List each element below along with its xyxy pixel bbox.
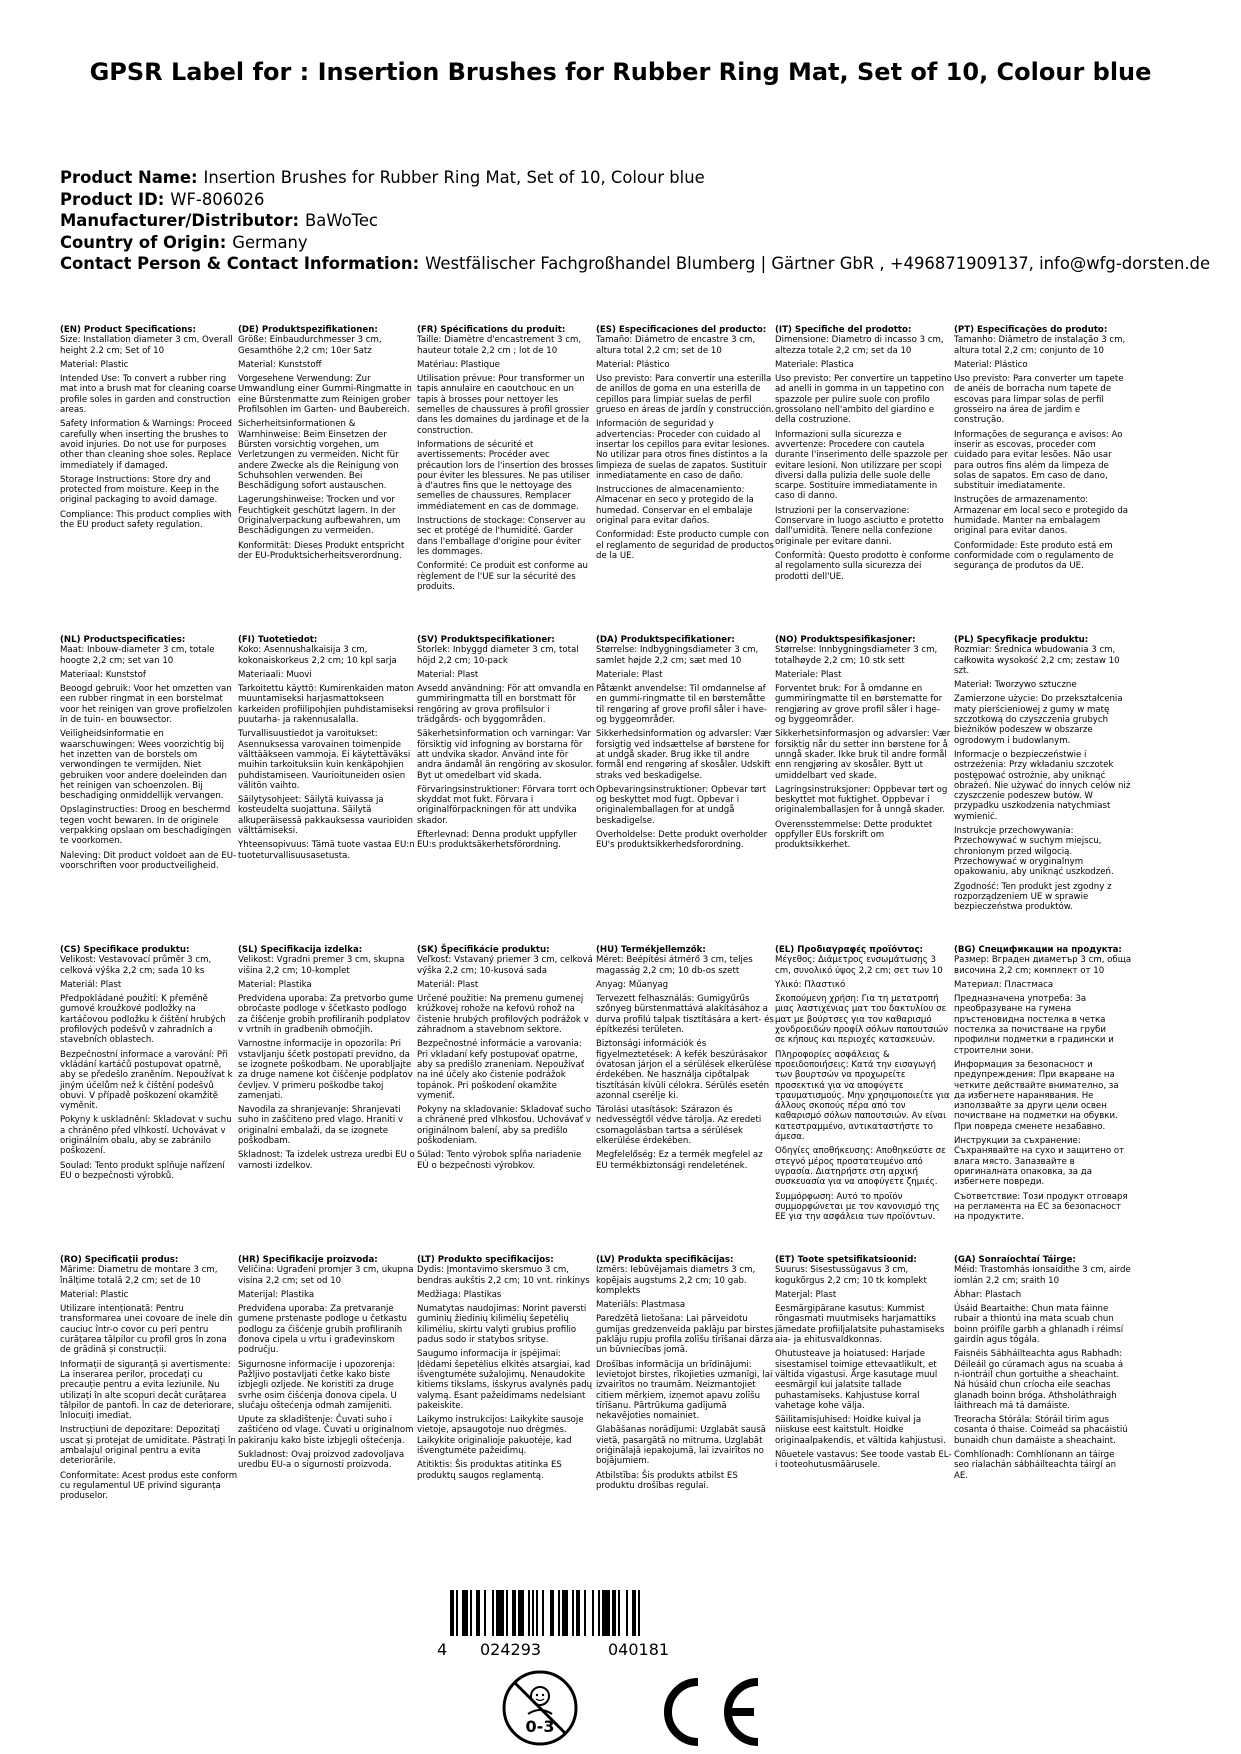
- spec-line: Rozmiar: Średnica wbudowania 3 cm, całkowita wysokość 2,2 cm; zestaw 10 szt.: [954, 645, 1120, 676]
- spec-row: [60, 1255, 1241, 1550]
- spec-line: Instructions de stockage: Conserver au sec et protégé de l'humidité. Garder dans l'emballage d'origine pour éviter les dommages.: [417, 516, 586, 557]
- barcode-bar: [528, 1590, 530, 1636]
- spec-block: [417, 635, 595, 855]
- spec-line: Utilizare intenționată: Pentru transformarea unei covoare de inele din cauciuc într-o covor cu peri pentru curățarea tălpilor cu profil gros în zona de grădină și construcții.: [60, 1304, 233, 1356]
- spec-line: Σκοπούμενη χρήση: Για τη μετατροπή μιας λαστιχένιας ματ του δακτυλίου σε ματ με βούρτσες για τον καθαρισμό χονδροειδών προφίλ σόλων παπουτσιών σε κήπους και περιοχές κατασκευών.: [775, 994, 949, 1046]
- spec-line: Taille: Diamètre d'encastrement 3 cm, hauteur totale 2,2 cm ; lot de 10: [417, 335, 582, 356]
- spec-line: Predvidena uporaba: Za pretvorbo gume obročaste podloge v ščetkasto podlogo za čiščenje grobih profiliranih podplatov v vrtnih in gradbenih območjih.: [238, 994, 414, 1036]
- spec-block: [238, 635, 416, 865]
- spec-block: [596, 945, 774, 1175]
- spec-block: [596, 325, 774, 565]
- spec-line: Medžiaga: Plastikas: [417, 1289, 502, 1300]
- spec-block: [954, 635, 1132, 916]
- spec-line: Mărime: Diametru de montare 3 cm, înălțime totală 2,2 cm; set de 10: [60, 1265, 218, 1286]
- page-title: GPSR Label for : Insertion Brushes for Rubber Ring Mat, Set of 10, Colour blue: [89, 58, 1152, 86]
- barcode-bar: [532, 1590, 534, 1636]
- spec-line: Μέγεθος: Διάμετρος ενσωμάτωσης 3 cm, συνολικό ύψος 2,2 cm; σετ των 10: [775, 955, 943, 976]
- spec-line: Ohutusteave ja hoiatused: Harjade sisestamisel toimige ettevaatlikult, et vältida vigastusi. Ärge kasutage muul eesmärgil kui jalatsite tallade puhastamiseks. Kahjustuse korral vahetage kohe välja.: [775, 1349, 938, 1411]
- barcode-bar: [592, 1590, 594, 1636]
- spec-line: Veľkosť: Vstavaný priemer 3 cm, celková výška 2,2 cm; 10-kusová sada: [417, 955, 593, 976]
- barcode-bar: [618, 1590, 620, 1636]
- barcode-bar: [496, 1590, 504, 1636]
- spec-line: Größe: Einbaudurchmesser 3 cm, Gesamthöhe 2,2 cm; 10er Satz: [238, 335, 382, 356]
- spec-line: Størrelse: Indbygningsdiameter 3 cm, samlet højde 2,2 cm; sæt med 10: [596, 645, 759, 666]
- spec-line: Materiāls: Plastmasa: [596, 1300, 686, 1311]
- spec-line: Tamanho: Diâmetro de instalação 3 cm, altura total 2,2 cm; conjunto de 10: [954, 335, 1126, 356]
- spec-line: Material: Plast: [417, 669, 479, 680]
- barcode-bar: [626, 1590, 628, 1636]
- spec-line: Efterlevnad: Denna produkt uppfyller EU:s produktsäkerhetsförordning.: [417, 830, 577, 851]
- spec-heading: (PL) Specyfikacje produktu:: [954, 635, 1089, 645]
- barcode-bar: [612, 1590, 616, 1636]
- barcode-digit-lead: 4: [437, 1640, 448, 1659]
- spec-line: Materiale: Plastica: [775, 359, 854, 370]
- spec-line: Οδηγίες αποθήκευσης: Αποθηκεύστε σε στεγνό μέρος προστατευμένο από υγρασία. Διατηρήστε στη αρχική συσκευασία για να αποφύγετε ζημιές.: [775, 1146, 946, 1188]
- spec-line: Material: Plastic: [60, 359, 129, 370]
- svg-text:0-3: 0-3: [525, 1717, 555, 1736]
- barcode-bar: [518, 1590, 524, 1636]
- product-id-row: Product ID: WF-806026: [60, 189, 265, 209]
- spec-line: Förvaringsinstruktioner: Förvara torrt och skyddat mot fukt. Förvara i originalförpackningen för att undvika skador.: [417, 784, 595, 826]
- product-name-row: Product Name: Insertion Brushes for Rubber Ring Mat, Set of 10, Colour blue: [60, 168, 705, 187]
- spec-line: Méret: Beépítési átmérő 3 cm, teljes magasság 2,2 cm; 10 db-os szett: [596, 955, 753, 976]
- spec-block: [60, 1255, 238, 1506]
- spec-line: Vorgesehene Verwendung: Zur Umwandlung einer Gummi-Ringmatte in eine Bürstenmatte zum Reinigen grober Profilsohlen im Garten- und Baubereich.: [238, 374, 412, 416]
- spec-line: Πληροφορίες ασφάλειας & προειδοποιήσεις: Κατά την εισαγωγή των βουρτσών να προχωρείτε προσεκτικά για να αποφύγετε τραυματισμούς. Μην χρησιμοποιείτε για άλλους σκοπούς πέρα από τον καθαρισμό σόλων παπουτσιών. Αν είναι κατεστραμμένο, αντικαταστήστε το άμεσα.: [775, 1049, 950, 1143]
- spec-line: Saugumo informacija ir įspėjimai: Įdėdami šepetėlius elkitės atsargiai, kad išvengtumėte sužalojimų. Nenaudokite kitiems tikslams, išskyrus avalynės padų valymą. Esant pažeidimams nedelsiant pakeiskite.: [417, 1349, 593, 1411]
- spec-heading: (SV) Produktspecifikationer:: [417, 635, 555, 645]
- country-row: Country of Origin: Germany: [60, 232, 308, 252]
- spec-line: Säilitamisjuhised: Hoidke kuival ja niiskuse eest kaitstult. Hoidke originaalpakendis, et vältida kahjustusi.: [775, 1415, 946, 1446]
- spec-block: [238, 945, 416, 1175]
- spec-line: Ábhar: Plastach: [954, 1289, 1022, 1300]
- barcode-bar: [512, 1590, 516, 1636]
- spec-line: Tárolási utasítások: Szárazon és nedvességtől védve tárolja. Az eredeti csomagolásban tartsa a sérülések elkerülése érdekében.: [596, 1105, 762, 1147]
- spec-line: Úsáid Beartaithe: Chun mata fáinne rubair a thiontú ina mata scuab chun boinn próifíle garbh a ghlanadh i réimsí gairdín agus tógála.: [954, 1304, 1124, 1346]
- spec-line: Informações de segurança e avisos: Ao inserir as escovas, proceder com cuidado para evitar lesões. Não usar para outros fins além da limpeza de solas de sapatos. Em caso de dano, substituir imediatamente.: [954, 429, 1123, 492]
- spec-line: Conformitate: Acest produs este conform cu regulamentul UE privind siguranța produselor.: [60, 1470, 238, 1502]
- spec-block: [60, 945, 238, 1185]
- spec-heading: (ES) Especificaciones del producto:: [596, 325, 767, 335]
- spec-line: Предназначена употреба: За преобразуване на гумена пръстеновидна постелка в четка постелка за почистване на груби профилни подметки в градински и строителни зони.: [954, 994, 1114, 1056]
- spec-line: Paredzētā lietošana: Lai pārveidotu gumijas gredzenveida paklāju par birstes paklāju rupju profila zolīšu tīrīšanai dārza un būvniecības jomā.: [596, 1314, 774, 1356]
- spec-line: Υλικό: Πλαστικό: [775, 979, 846, 990]
- spec-line: Naleving: Dit product voldoet aan de EU-voorschriften voor productveiligheid.: [60, 850, 237, 871]
- spec-line: Compliance: This product complies with the EU product safety regulation.: [60, 509, 232, 531]
- spec-line: Beoogd gebruik: Voor het omzetten van een rubber ringmat in een borstelmat voor het reinigen van grove profielzolen in de tuin- en bouwsector.: [60, 684, 233, 726]
- spec-block: [775, 325, 953, 586]
- manufacturer-row: Manufacturer/Distributor: BaWoTec: [60, 211, 378, 231]
- barcode-bar: [476, 1590, 480, 1636]
- spec-line: Informations de sécurité et avertissements: Procéder avec précaution lors de l'insertion des brosses pour éviter les blessures. Ne pas utiliser à d'autres fins que le nettoyage des semelles de chaussures. Remplacer immédiatement en cas de dommage.: [417, 439, 594, 512]
- spec-line: Materiál: Plast: [417, 979, 479, 990]
- barcode-digits-right: 040181: [608, 1640, 670, 1659]
- spec-line: Uso previsto: Para converter um tapete de anéis de borracha num tapete de escovas para limpar solas de perfil grosseiro na área de jardim e construção.: [954, 374, 1124, 426]
- spec-block: [596, 1255, 774, 1495]
- spec-line: Informazioni sulla sicurezza e avvertenze: Procedere con cautela durante l'inserimento delle spazzole per evitare lesioni. Non utilizzare per scopi diversi dalla pulizia delle suole delle scarpe. Sostituire immediatamente in caso di danno.: [775, 429, 948, 502]
- spec-block: [775, 945, 953, 1226]
- spec-block: [60, 325, 238, 534]
- spec-line: Uso previsto: Per convertire un tappetino ad anelli in gomma in un tappetino con spazzole per pulire suole con profilo grossolano nell'ambito del giardino e della costruzione.: [775, 374, 952, 426]
- spec-line: Conformité: Ce produit est conforme au règlement de l'UE sur la sécurité des produits.: [417, 561, 588, 592]
- spec-line: Инструкции за съхранение: Съхранявайте на сухо и защитено от влага място. Запазвайте в оригиналната опаковка, за да избегнете повреди.: [954, 1136, 1125, 1188]
- spec-block: [954, 325, 1132, 576]
- spec-block: [954, 945, 1132, 1226]
- spec-block: [596, 635, 774, 855]
- spec-line: Varnostne informacije in opozorila: Pri vstavljanju ščetk postopati previdno, da se izognete poškodbam. Ne uporabljajte za druge namene kot čiščenje podplatov čevljev. V primeru poškodbe takoj zamenjati.: [238, 1039, 413, 1101]
- spec-line: Overholdelse: Dette produkt overholder EU's produktsikkerhedsforordning.: [596, 830, 768, 851]
- spec-line: Biztonsági információk és figyelmeztetések: A kefék beszúrásakor óvatosan járjon el a sérülések elkerülése érdekében. Ne használja cipőtalpak tisztításán kívüli célokra. Sérülés esetén azonnal cserélje ki.: [596, 1039, 772, 1101]
- barcode-bar: [542, 1590, 544, 1636]
- spec-line: Soulad: Tento produkt splňuje nařízení EU o bezpečnosti výrobků.: [60, 1160, 225, 1181]
- spec-line: Material: Plastika: [238, 979, 312, 990]
- spec-line: Materiaali: Muovi: [238, 669, 312, 680]
- spec-line: Predviđena uporaba: Za pretvaranje gumene prstenaste podloge u četkastu podlogu za čišćenje grubih profiliranih đonova cipela u vrtu i građevinskom području.: [238, 1304, 407, 1356]
- spec-line: Izmērs: Iebūvējamais diametrs 3 cm, kopējais augstums 2,2 cm; 10 gab. komplekts: [596, 1265, 756, 1296]
- spec-heading: (NO) Produktspesifikasjoner:: [775, 635, 916, 645]
- spec-line: Sigurnosne informacije i upozorenja: Pažljivo postavljati četke kako biste izbjegli ozljede. Ne koristiti za druge svrhe osim čišćenja đonova cipela. U slučaju oštećenja odmah zamijeniti.: [238, 1359, 397, 1411]
- spec-line: Sicherheitsinformationen & Warnhinweise: Beim Einsetzen der Bürsten vorsichtig vorgehen, um Verletzungen zu vermeiden. Nicht für andere Zwecke als die Reinigung von Schuhsohlen verwenden. Bei Beschädigung sofort austauschen.: [238, 419, 399, 492]
- spec-line: Sukladnost: Ovaj proizvod zadovoljava uredbu EU-a o sigurnosti proizvoda.: [238, 1450, 405, 1471]
- barcode-bar: [536, 1590, 538, 1636]
- barcode-bar: [462, 1590, 468, 1636]
- spec-line: Opbevaringsinstruktioner: Opbevar tørt og beskyttet mod fugt. Opbevar i originalemballagen for at undgå beskadigelse.: [596, 784, 767, 826]
- barcode-bar: [632, 1590, 636, 1636]
- spec-line: Storage Instructions: Store dry and protected from moisture. Keep in the original packaging to avoid damage.: [60, 474, 220, 506]
- spec-line: Uso previsto: Para convertir una esterilla de anillos de goma en una esterilla de cepillos para limpiar suelas de perfil grueso en áreas de jardín y construcción.: [596, 374, 774, 416]
- spec-heading: (FI) Tuotetiedot:: [238, 635, 318, 645]
- spec-line: Conformidade: Este produto está em conformidade com o regulamento de segurança de produtos da UE.: [954, 540, 1114, 572]
- barcode-bar: [470, 1590, 472, 1636]
- no-children-0-3-icon: [500, 1668, 580, 1748]
- spec-line: Lagringsinstruksjoner: Oppbevar tørt og beskyttet mot fuktighet. Oppbevar i originalemballasjen for å unngå skader.: [775, 784, 948, 816]
- spec-line: Intended Use: To convert a rubber ring mat into a brush mat for cleaning coarse profile soles in garden and construction areas.: [60, 374, 236, 416]
- ce-mark-icon: [650, 1672, 770, 1752]
- spec-line: Material: Plástico: [954, 359, 1028, 370]
- spec-heading: (BG) Спецификации на продукта:: [954, 945, 1122, 955]
- barcode-bar: [576, 1590, 580, 1636]
- spec-line: Dimensione: Diametro di incasso 3 cm, altezza totale 2,2 cm; set da 10: [775, 335, 944, 356]
- spec-row: [60, 325, 1241, 635]
- spec-line: Storlek: Inbyggd diameter 3 cm, total höjd 2,2 cm; 10-pack: [417, 645, 579, 666]
- spec-line: Numatytas naudojimas: Norint paversti guminių žiedinių kilimėlių šepetėlių kilimėliu, skirtu valyti grubius profilio padus sodo ir statybos srityse.: [417, 1304, 587, 1346]
- spec-heading: (EL) Προδιαγραφές προϊόντος:: [775, 945, 923, 955]
- spec-line: Méid: Trastomhás ionsaidithe 3 cm, airde iomlán 2,2 cm; sraith 10: [954, 1265, 1131, 1286]
- barcode-bar: [602, 1590, 610, 1636]
- spec-heading: (RO) Specificații produs:: [60, 1255, 179, 1265]
- spec-heading: (SL) Specifikacija izdelka:: [238, 945, 363, 955]
- spec-heading: (HR) Specifikacije proizvoda:: [238, 1255, 378, 1265]
- spec-line: Upute za skladištenje: Čuvati suho i zaštićeno od vlage. Čuvati u originalnom pakiranju kako biste izbjegli oštećenja.: [238, 1415, 414, 1446]
- spec-block: [775, 1255, 953, 1475]
- spec-line: Anyag: Műanyag: [596, 979, 669, 990]
- spec-line: Navodila za shranjevanje: Shranjevati suho in zaščiteno pred vlago. Hraniti v originalni embalaži, da se izognete poškodbam.: [238, 1105, 404, 1147]
- spec-line: Material: Kunststoff: [238, 359, 322, 370]
- spec-line: Yhteensopivuus: Tämä tuote vastaa EU:n tuoteturvallisuusasetusta.: [238, 840, 415, 861]
- spec-line: Dydis: Įmontavimo skersmuo 3 cm, bendras aukštis 2,2 cm; 10 vnt. rinkinys: [417, 1265, 590, 1286]
- barcode-bar: [484, 1590, 486, 1636]
- spec-line: Treoracha Stórála: Stóráil tirim agus cosanta ó thaise. Coimeád sa phacáistiú bunaidh chun damáiste a sheachaint.: [954, 1415, 1128, 1446]
- spec-line: Utilisation prévue: Pour transformer un tapis annulaire en caoutchouc en un tapis à brosses pour nettoyer les semelles de chaussures à profil grossier dans les domaines du jardinage et de la construction.: [417, 374, 590, 436]
- spec-heading: (NL) Productspecificaties:: [60, 635, 186, 645]
- spec-line: Påtænkt anvendelse: Til omdannelse af en gummi-ringmatte til en børstemåtte til rengøring af grove profil såler i have- og byggeområder.: [596, 684, 767, 726]
- spec-block: [238, 1255, 416, 1475]
- spec-heading: (IT) Specifiche del prodotto:: [775, 325, 912, 335]
- spec-line: Matériau: Plastique: [417, 359, 500, 370]
- contact-row: Contact Person & Contact Information: Westfälischer Fachgroßhandel Blumberg | Gärtner GbR , +496871909137, info@wfg-dorsten.de: [60, 254, 1211, 274]
- spec-line: Materiał: Tworzywo sztuczne: [954, 680, 1077, 691]
- spec-line: Tervezett felhasználás: Gumigyűrűs szőnyeg bürstenmattává alakításához a durva profilú talpak tisztítására a kert- és építkezési területen.: [596, 994, 774, 1036]
- spec-line: Sikkerhedsinformation og advarsler: Vær forsigtig ved indsættelse af børstene for at undgå skader. Brug ikke til andre formål end rengøring af skosåler. Udskift straks ved beskadigelse.: [596, 729, 773, 781]
- spec-heading: (ET) Toote spetsifikatsioonid:: [775, 1255, 917, 1265]
- spec-line: Koko: Asennushalkaisija 3 cm, kokonaiskorkeus 2,2 cm; 10 kpl sarja: [238, 645, 397, 666]
- spec-line: Materiaal: Kunststof: [60, 669, 146, 680]
- spec-line: Materiál: Plast: [60, 979, 122, 990]
- barcode-bar: [450, 1590, 454, 1636]
- spec-line: Avsedd användning: För att omvandla en gummiringmatta till en borstmatt för rengöring av grova profilsulor i trädgårds- och byggområden.: [417, 684, 595, 726]
- spec-line: Material: Plastic: [60, 1289, 129, 1300]
- barcode-bar: [562, 1590, 568, 1636]
- spec-line: Opslaginstructies: Droog en beschermd tegen vocht bewaren. In de originele verpakking opslaan om beschadigingen te voorkomen.: [60, 805, 232, 847]
- spec-line: Nõuetele vastavus: See toode vastab EL-i tooteohutusmäärusele.: [775, 1450, 952, 1471]
- spec-block: [238, 325, 416, 565]
- barcode-bar: [558, 1590, 560, 1636]
- barcode-bar: [584, 1590, 586, 1636]
- spec-row: [60, 635, 1241, 945]
- spec-line: Materijal: Plastika: [238, 1289, 315, 1300]
- spec-line: Instruções de armazenamento: Armazenar em local seco e protegido da humidade. Manter na embalagem original para evitar danos.: [954, 495, 1129, 537]
- spec-block: [417, 325, 595, 596]
- spec-line: Bezpečnostní informace a varování: Při vkládání kartáčů postupovat opatrně, aby se předešlo zraněním. Nepoužívat k jiným účelům než k čištění podešvů obuvi. V případě poškození okamžitě vyměnit.: [60, 1049, 233, 1112]
- spec-line: Istruzioni per la conservazione: Conservare in luogo asciutto e protetto dall'umidità. Tenere nella confezione originale per evitare danni.: [775, 505, 944, 547]
- spec-line: Laikymo instrukcijos: Laikykite sausoje vietoje, apsaugotoje nuo drėgmės. Laikykite originalioje pakuotėje, kad išvengtumėte pažeidimų.: [417, 1415, 584, 1457]
- spec-line: Información de seguridad y advertencias: Proceder con cuidado al insertar los cepillos para evitar lesiones. No utilizar para otros fines distintos a la limpieza de suelas de zapatos. Sustituir inmediatamente en caso de daño.: [596, 419, 770, 481]
- spec-line: Conformità: Questo prodotto è conforme al regolamento sulla sicurezza dei prodotti dell'UE.: [775, 550, 950, 582]
- spec-heading: (DE) Produktspezifikationen:: [238, 325, 378, 335]
- spec-line: Faisnéis Sábháilteachta agus Rabhadh: Déileáil go cúramach agus na scuaba á n-iontráil chun gortuithe a sheachaint. Ná húsáid chun críocha eile seachas glanadh boinn bróga. Athsholáthraigh láithreach má tá damáiste.: [954, 1349, 1124, 1411]
- spec-line: Eesmärgipärane kasutus: Kummist rõngasmati muutmiseks harjamattiks jämedate profiiljalatsite puhastamiseks aia- ja ehitusvaldkonnas.: [775, 1304, 945, 1346]
- spec-heading: (LV) Produkta specifikācijas:: [596, 1255, 734, 1265]
- spec-line: Comhlíonadh: Comhlíonann an táirge seo rialachán sábháilteachta táirgí an AE.: [954, 1450, 1117, 1481]
- spec-line: Lagerungshinweise: Trocken und vor Feuchtigkeit geschützt lagern. In der Originalverpackung aufbewahren, um Beschädigungen zu vermeiden.: [238, 495, 401, 537]
- barcode-bar: [572, 1590, 574, 1636]
- spec-line: Size: Installation diameter 3 cm, Overall height 2.2 cm; Set of 10: [60, 335, 233, 356]
- spec-row: [60, 945, 1241, 1255]
- spec-line: Atbilstība: Šis produkts atbilst ES produktu drošības regulai.: [596, 1470, 738, 1491]
- spec-heading: (LT) Produkto specifikacijos:: [417, 1255, 554, 1265]
- spec-line: Turvallisuustiedot ja varoitukset: Asennuksessa varovainen toimenpide välttääkseen vammoja. Ei käytettäväksi muihin tarkoituksiin kuin kenkäpohjien puhdistamiseen. Vaurioituneiden osien välitön vaihto.: [238, 729, 411, 791]
- spec-line: Maat: Inbouw-diameter 3 cm, totale hoogte 2,2 cm; set van 10: [60, 645, 215, 666]
- spec-line: Säkerhetsinformation och varningar: Var försiktig vid infogning av borstarna för att undvika skador. Använd inte för andra ändamål än rengöring av skosulor. Byt ut omedelbart vid skada.: [417, 729, 594, 781]
- spec-heading: (CS) Specifikace produktu:: [60, 945, 190, 955]
- spec-line: Säilytysohjeet: Säilytä kuivassa ja kosteudelta suojattuna. Säilytä alkuperäisessä pakkauksessa vaurioiden välttämiseksi.: [238, 795, 413, 837]
- spec-heading: (GA) Sonraíochtaí Táirge:: [954, 1255, 1076, 1265]
- spec-line: Tarkoitettu käyttö: Kumirenkaiden maton muuntamiseksi harjasmattokseen karkeiden profiilipohjien puhdistamiseksi puutarha- ja rakennusalalla.: [238, 684, 414, 726]
- spec-line: Overensstemmelse: Dette produktet oppfyller EUs forskrift om produktsikkerhet.: [775, 819, 933, 851]
- spec-line: Instrukcje przechowywania: Przechowywać w suchym miejscu, chronionym przed wilgocią. Przechowywać w oryginalnym opakowaniu, aby uniknąć uszkodzeń.: [954, 826, 1114, 878]
- spec-line: Материал: Пластмаса: [954, 979, 1054, 990]
- spec-line: Informacje o bezpieczeństwie i ostrzeżenia: Przy wkładaniu szczotek postępować ostrożnie, aby uniknąć obrażeń. Nie używać do innych celów niż czyszczenie podeszew butów. W przypadku uszkodzenia natychmiast wymienić.: [954, 749, 1131, 822]
- spec-line: Συμμόρφωση: Αυτό το προϊόν συμμορφώνεται με τον κανονισμό της ΕΕ για την ασφάλεια των προϊόντων.: [775, 1191, 940, 1223]
- spec-line: Instrucțiuni de depozitare: Depozitați uscat și protejat de umiditate. Păstrați în ambalajul original pentru a evita deteriorările.: [60, 1425, 236, 1467]
- spec-line: Pokyny k uskladnění: Skladovat v suchu a chráněno před vlhkostí. Uchovávat v originálním obalu, aby se zabránilo poškození.: [60, 1115, 232, 1157]
- barcode-bar: [598, 1590, 600, 1636]
- spec-line: Информация за безопасност и предупреждения: При вкарване на четките действайте внимателно, за да избегнете наранявания. Не използвайте за други цели освен почистване на подметки на обувки. При повреда сменете незабавно.: [954, 1059, 1119, 1132]
- spec-line: Suurus: Sisestussügavus 3 cm, kogukõrgus 2,2 cm; 10 tk komplekt: [775, 1265, 927, 1286]
- spec-line: Veličina: Ugrađeni promjer 3 cm, ukupna visina 2,2 cm; set od 10: [238, 1265, 414, 1286]
- spec-line: Súlad: Tento výrobok spĺňa nariadenie EÚ o bezpečnosti výrobkov.: [417, 1150, 582, 1171]
- spec-line: Materjal: Plast: [775, 1289, 837, 1300]
- spec-line: Atitiktis: Šis produktas atitinka ES produktų saugos reglamentą.: [417, 1460, 562, 1481]
- spec-heading: (DA) Produktspecifikationer:: [596, 635, 735, 645]
- spec-block: [417, 945, 595, 1175]
- spec-line: Bezpečnostné informácie a varovania: Pri vkladaní kefy postupovať opatrne, aby sa predišlo zraneniam. Nepoužívať na iné účely ako čistenie podrážok topánok. Pri poškodení okamžite vymeniť.: [417, 1039, 585, 1101]
- spec-line: Instrucciones de almacenamiento: Almacenar en seco y protegido de la humedad. Conservar en el embalaje original para evitar daños.: [596, 485, 754, 527]
- spec-line: Safety Information & Warnings: Proceed carefully when inserting the brushes to avoid injuries. Do not use for purposes other than cleaning shoe soles. Replace immediately if damaged.: [60, 419, 232, 471]
- spec-line: Veiligheidsinformatie en waarschuwingen: Wees voorzichtig bij het inzetten van de borstels om verwondingen te vermijden. Niet gebruiken voor andere doeleinden dan het reinigen van schoenzolen. Bij beschadiging onmiddellijk vervangen.: [60, 729, 227, 802]
- barcode-bar: [456, 1590, 458, 1636]
- spec-line: Velikost: Vgradni premer 3 cm, skupna višina 2,2 cm; 10-komplet: [238, 955, 405, 976]
- spec-line: Materiale: Plast: [775, 669, 842, 680]
- spec-line: Съответствие: Този продукт отговаря на регламента на ЕС за безопасност на продуктите.: [954, 1191, 1128, 1223]
- spec-line: Zgodność: Ten produkt jest zgodny z rozporządzeniem UE w sprawie bezpieczeństwa produktów.: [954, 881, 1112, 913]
- spec-line: Pokyny na skladovanie: Skladovať sucho a chránené pred vlhkosťou. Uchovávať v originálnom balení, aby sa predišlo poškodeniam.: [417, 1105, 592, 1147]
- spec-line: Skladnost: Ta izdelek ustreza uredbi EU o varnosti izdelkov.: [238, 1150, 415, 1171]
- barcode-bar: [638, 1590, 640, 1636]
- spec-grid: [60, 325, 1241, 1550]
- spec-heading: (FR) Spécifications du produit:: [417, 325, 566, 335]
- spec-heading: (PT) Especificações do produto:: [954, 325, 1108, 335]
- spec-line: Drošības informācija un brīdinājumi: Ievietojot birstes, rīkojieties uzmanīgi, lai izvairītos no traumām. Neizmantojiet citiem mērķiem, izņemot apavu zolīšu tīrīšanu. Pārtrūkuma gadījumā nekavējoties nomainiet.: [596, 1359, 773, 1422]
- spec-line: Materiale: Plast: [596, 669, 663, 680]
- spec-block: [954, 1255, 1132, 1485]
- compliance-marks: [500, 1668, 750, 1748]
- barcode-bar: [550, 1590, 554, 1636]
- spec-line: Velikost: Vestavovací průměr 3 cm, celková výška 2,2 cm; sada 10 ks: [60, 955, 212, 976]
- spec-line: Předpokládané použití: K přeměně gumové kroužkové podložky na kartáčovou podložku k čištění hrubých profilových podešvů v zahradních a stavebních oblastech.: [60, 994, 226, 1046]
- spec-line: Размер: Вграден диаметър 3 cm, обща височина 2,2 cm; комплект от 10: [954, 955, 1132, 976]
- spec-line: Určené použitie: Na premenu gumenej krúžkovej rohože na kefovú rohož na čistenie hrubých profilových podrážok v záhradnom a stavebnom sektore.: [417, 994, 589, 1036]
- barcode-bar: [492, 1590, 494, 1636]
- spec-line: Megfelelőség: Ez a termék megfelel az EU termékbiztonsági rendeletének.: [596, 1150, 763, 1171]
- spec-heading: (EN) Product Specifications:: [60, 325, 196, 335]
- spec-line: Glabāšanas norādījumi: Uzglabāt sausā vietā, pasargātā no mitruma. Uzglabāt oriģinālajā iepakojumā, lai izvairītos no bojājumiem.: [596, 1425, 766, 1467]
- spec-line: Forventet bruk: For å omdanne en gummiringmatte til en børstematte for rengjøring av grove profil såler i hage- og byggeområder.: [775, 684, 943, 726]
- spec-line: Informații de siguranță și avertismente: La inserarea perilor, procedați cu precauție pentru a evita leziunile. Nu utilizați în alte scopuri decât curățarea tălpilor de pantofi. În caz de deteriorare, înlocuiți imediat.: [60, 1359, 235, 1422]
- spec-block: [60, 635, 238, 875]
- spec-line: Størrelse: Innbygningsdiameter 3 cm, totalhøyde 2,2 cm; 10 stk sett: [775, 645, 938, 666]
- product-info: [60, 167, 1235, 275]
- barcode-bar: [506, 1590, 508, 1636]
- spec-line: Sikkerhetsinformasjon og advarsler: Vær forsiktig når du setter inn børstene for å unngå skader. Ikke bruk til andre formål enn rengjøring av skosåler. Bytt ut umiddelbart ved skade.: [775, 729, 951, 781]
- spec-heading: (HU) Termékjellemzők:: [596, 945, 706, 955]
- spec-line: Tamaño: Diámetro de encastre 3 cm, altura total 2,2 cm; set de 10: [596, 335, 756, 356]
- spec-line: Conformidad: Este producto cumple con el reglamento de seguridad de productos de la UE.: [596, 530, 774, 561]
- barcode-digits-left: 024293: [480, 1640, 542, 1659]
- spec-line: Zamierzone użycie: Do przekształcenia maty pierścieniowej z gumy w matę szczotkową do czyszczenia grubych bieżników podeszew w obszarze ogrodowym i budowlanym.: [954, 694, 1123, 746]
- spec-heading: (SK) Špecifikácie produktu:: [417, 945, 550, 955]
- spec-line: Konformität: Dieses Produkt entspricht der EU-Produktsicherheitsverordnung.: [238, 540, 405, 561]
- footer: [0, 1590, 1241, 1750]
- spec-block: [417, 1255, 595, 1485]
- spec-line: Material: Plástico: [596, 359, 670, 370]
- spec-block: [775, 635, 953, 855]
